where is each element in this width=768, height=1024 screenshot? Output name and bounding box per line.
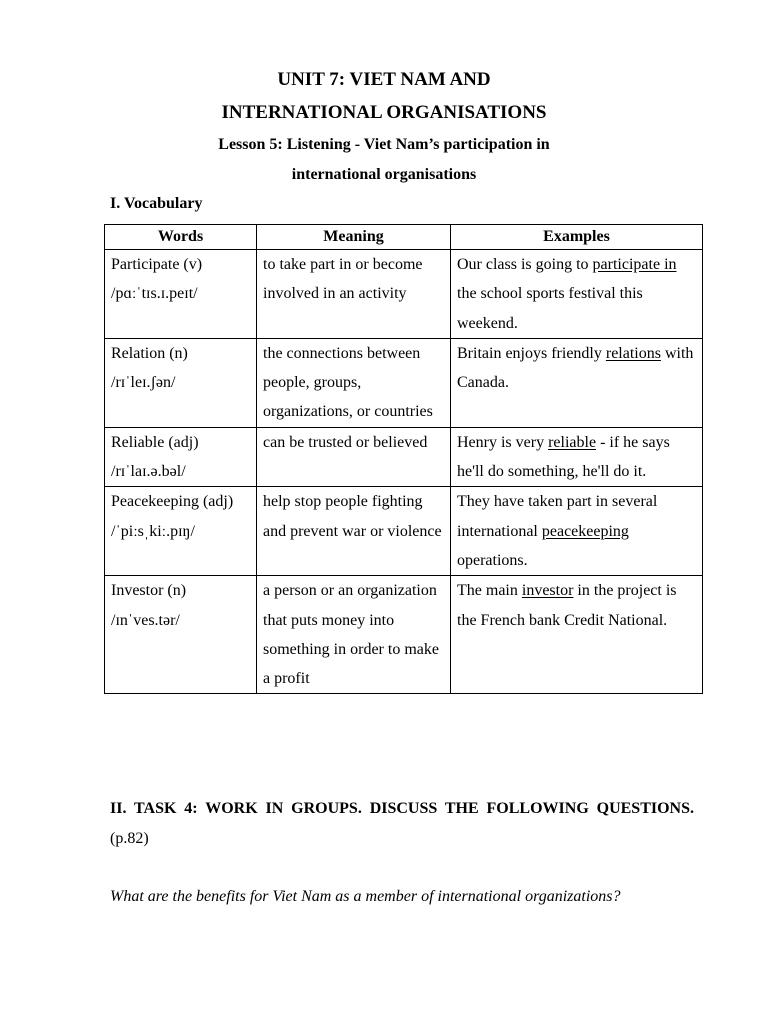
vocabulary-heading: I. Vocabulary (110, 195, 203, 212)
word: Relation (n) (111, 344, 188, 362)
column-header-words: Words (105, 225, 257, 250)
example-keyword: reliable (548, 433, 597, 451)
pronunciation: /ˈpiːsˌkiː.pɪŋ/ (111, 522, 195, 540)
column-header-meaning: Meaning (257, 225, 451, 250)
example-keyword: relations (605, 344, 661, 362)
unit-title-line-1: UNIT 7: VIET NAM AND (277, 69, 491, 90)
column-header-examples: Examples (451, 225, 703, 250)
example-cell (451, 250, 703, 339)
example-keyword: investor (521, 582, 574, 600)
word-cell (105, 487, 257, 576)
pronunciation: /ɪnˈves.tər/ (111, 611, 180, 629)
example-cell (451, 576, 703, 694)
pronunciation: /rɪˈleɪ.ʃən/ (111, 374, 176, 392)
meaning-cell: to take part in or become involved in an activity (257, 250, 451, 339)
example-cell (451, 487, 703, 576)
example-text: The main (457, 582, 522, 600)
table-row (105, 338, 703, 427)
example-text: They have taken part in several international (457, 493, 658, 540)
lesson-title-line-1: Lesson 5: Listening - Viet Nam’s participation in (218, 136, 550, 153)
example-cell (451, 427, 703, 487)
example-text: Henry is very (457, 433, 549, 451)
meaning-cell: help stop people fighting and prevent war or violence (257, 487, 451, 576)
example-keyword: peacekeeping (541, 522, 629, 540)
word: Participate (v) (111, 256, 203, 273)
vocabulary-table (104, 224, 703, 694)
table-row (105, 576, 703, 694)
task-page-ref: (p.82) (110, 829, 149, 847)
example-text: Britain enjoys friendly (457, 344, 606, 362)
word: Investor (n) (111, 582, 187, 600)
pronunciation: /rɪˈlaɪ.ə.bəl/ (111, 463, 186, 481)
example-text: operations. (457, 551, 528, 569)
word-cell (105, 576, 257, 694)
word-cell (105, 250, 257, 339)
table-row (105, 487, 703, 576)
discussion-question: What are the benefits for Viet Nam as a member of international organizations? (110, 888, 621, 905)
lesson-title-line-2: international organisations (291, 166, 477, 183)
task-title: II. TASK 4: WORK IN GROUPS. DISCUSS THE FOLLOWING QUESTIONS. (110, 800, 694, 817)
example-text: - if he says he'll do something, he'll do it. (457, 433, 670, 481)
example-keyword: participate in (592, 256, 677, 273)
meaning-cell: can be trusted or believed (257, 427, 451, 487)
word: Peacekeeping (adj) (111, 493, 234, 511)
word: Reliable (adj) (111, 433, 199, 451)
pronunciation: /pɑːˈtɪs.ɪ.peɪt/ (111, 285, 198, 303)
example-text: Our class is going to (457, 256, 593, 273)
example-cell (451, 338, 703, 427)
table-header-row (105, 225, 703, 250)
task-heading (110, 794, 694, 853)
example-text: in the project is the French bank Credit National. (457, 582, 677, 629)
table-row (105, 427, 703, 487)
example-text: with Canada. (457, 344, 694, 392)
meaning-cell: a person or an organization that puts money into something in order to make a profit (257, 576, 451, 694)
meaning-cell: the connections between people, groups, organizations, or countries (257, 338, 451, 427)
unit-title-line-2: INTERNATIONAL ORGANISATIONS (221, 102, 547, 123)
example-text: the school sports festival this weekend. (457, 285, 643, 332)
word-cell (105, 427, 257, 487)
word-cell (105, 338, 257, 427)
table-row (105, 250, 703, 339)
